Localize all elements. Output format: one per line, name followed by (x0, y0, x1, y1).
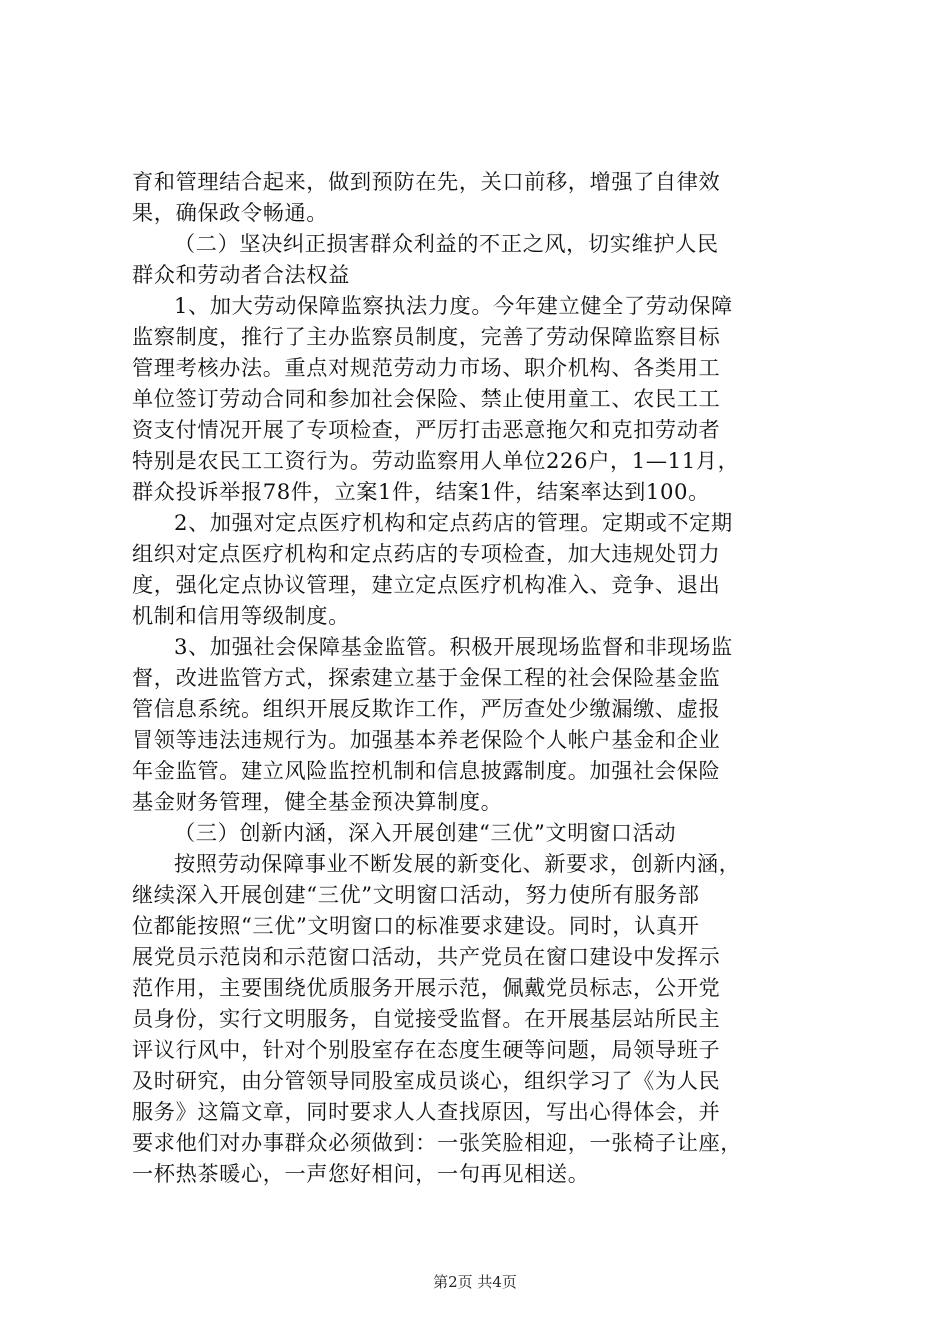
text-line: 位都能按照“三优”文明窗口的标准要求建设。同时，认真开 (132, 913, 700, 938)
text-line: 冒领等违法违规行为。加强基本养老保险个人帐户基金和企业 (132, 727, 721, 752)
text-line: 2、加强对定点医疗机构和定点药店的管理。定期或不定期 (174, 510, 733, 535)
text-line: 按照劳动保障事业不断发展的新变化、新要求，创新内涵， (174, 851, 741, 876)
text-line: 1、加大劳动保障监察执法力度。今年建立健全了劳动保障 (174, 293, 733, 318)
text-line: 继续深入开展创建“三优”文明窗口活动，努力使所有服务部 (132, 882, 700, 907)
text-line: 管理考核办法。重点对规范劳动力市场、职介机构、各类用工 (132, 355, 721, 380)
text-line: 展党员示范岗和示范窗口活动，共产党员在窗口建设中发挥示 (132, 944, 721, 969)
text-line: 范作用，主要围绕优质服务开展示范，佩戴党员标志，公开党 (132, 975, 721, 1000)
text-line: 3、加强社会保障基金监管。积极开展现场监督和非现场监 (174, 634, 733, 659)
section-heading: 群众和劳动者合法权益 (132, 262, 350, 287)
text-line: 资支付情况开展了专项检查，严厉打击恶意拖欠和克扣劳动者 (132, 417, 721, 442)
text-line: 特别是农民工工资行为。劳动监察用人单位226户，1—11月， (132, 448, 740, 473)
text-line: 要求他们对办事群众必须做到：一张笑脸相迎，一张椅子让座， (132, 1130, 743, 1155)
text-line: 机制和信用等级制度。 (132, 603, 350, 628)
text-line: 一杯热茶暖心，一声您好相问，一句再见相送。 (132, 1161, 590, 1186)
section-heading: （二）坚决纠正损害群众利益的不正之风，切实维护人民 (174, 231, 719, 256)
text-line: 及时研究，由分管领导同股室成员谈心，组织学习了《为人民 (132, 1068, 721, 1093)
text-line: 组织对定点医疗机构和定点药店的专项检查，加大违规处罚力 (132, 541, 721, 566)
page-number-footer: 第2页 共4页 (433, 1273, 517, 1291)
text-line: 基金财务管理，健全基金预决算制度。 (132, 789, 503, 814)
text-line: 督，改进监管方式，探索建立基于金保工程的社会保险基金监 (132, 665, 721, 690)
text-line: 群众投诉举报78件，立案1件，结案1件，结案率达到100。 (132, 479, 710, 504)
text-line: 果，确保政令畅通。 (132, 200, 329, 225)
text-line: 服务》这篇文章，同时要求人人查找原因，写出心得体会，并 (132, 1099, 721, 1124)
text-line: 单位签订劳动合同和参加社会保险、禁止使用童工、农民工工 (132, 386, 721, 411)
text-line: 度，强化定点协议管理，建立定点医疗机构准入、竞争、退出 (132, 572, 721, 597)
text-line: 年金监管。建立风险监控机制和信息披露制度。加强社会保险 (132, 758, 721, 783)
text-line: 育和管理结合起来，做到预防在先，关口前移，增强了自律效 (132, 169, 721, 194)
text-line: 管信息系统。组织开展反欺诈工作，严厉查处少缴漏缴、虚报 (132, 696, 721, 721)
document-body (132, 166, 832, 1189)
text-line: 员身份，实行文明服务，自觉接受监督。在开展基层站所民主 (132, 1006, 721, 1031)
section-heading: （三）创新内涵，深入开展创建“三优”文明窗口活动 (174, 820, 677, 845)
text-line: 评议行风中，针对个别股室存在态度生硬等问题，局领导班子 (132, 1037, 721, 1062)
text-line: 监察制度，推行了主办监察员制度，完善了劳动保障监察目标 (132, 324, 721, 349)
